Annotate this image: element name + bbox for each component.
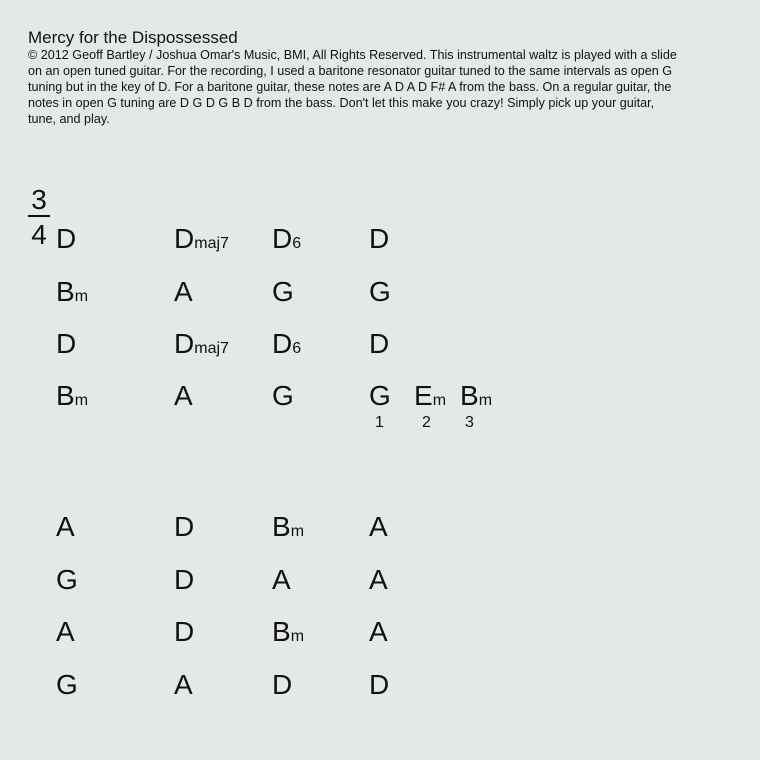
chord: Bm	[460, 380, 493, 411]
chord: D	[272, 669, 293, 700]
chord: A	[369, 616, 388, 647]
chord: A	[174, 669, 193, 700]
description-line: on an open tuned guitar. For the recording, I used a baritone resonator guitar tuned to the same intervals as open G	[28, 64, 673, 78]
chord: Bm	[56, 380, 89, 411]
time-signature	[28, 186, 50, 249]
song-title: Mercy for the Dispossessed	[28, 28, 238, 47]
description-line: © 2012 Geoff Bartley / Joshua Omar's Music, BMI, All Rights Reserved. This instrumental waltz is played with a slide	[28, 48, 677, 62]
chord: A	[56, 616, 75, 647]
chord: G	[272, 276, 294, 307]
chord: D	[56, 223, 77, 254]
chord: Dmaj7	[174, 223, 229, 254]
beat-number: 3	[465, 414, 474, 431]
chord: A	[369, 564, 388, 595]
description-line: tuning but in the key of D. For a baritone guitar, these notes are A D A D F# A from the bass. On a regular guitar, the	[28, 80, 672, 94]
chord: G	[56, 669, 78, 700]
beat-number: 1	[375, 414, 384, 431]
chord: D	[174, 511, 195, 542]
chord: A	[174, 276, 193, 307]
chord: A	[56, 511, 75, 542]
chord: A	[272, 564, 291, 595]
chord: D6	[272, 223, 302, 254]
beat-number: 2	[422, 414, 431, 431]
chord: D	[174, 564, 195, 595]
chord: Bm	[272, 511, 305, 542]
description-line: tune, and play.	[28, 112, 110, 126]
chord: D	[369, 328, 390, 359]
chord: G	[272, 380, 294, 411]
chord: D	[369, 669, 390, 700]
time-signature-numerator: 3	[28, 186, 50, 217]
chord: D	[369, 223, 390, 254]
chord: G	[56, 564, 78, 595]
chord: D	[174, 616, 195, 647]
time-signature-denominator: 4	[31, 219, 47, 250]
chord: Bm	[272, 616, 305, 647]
chord: A	[369, 511, 388, 542]
chord: D	[56, 328, 77, 359]
chord: G	[369, 380, 391, 411]
song-description	[28, 47, 748, 127]
chord: G	[369, 276, 391, 307]
chord: Bm	[56, 276, 89, 307]
chord: Em	[414, 380, 447, 411]
chord: D6	[272, 328, 302, 359]
chord: Dmaj7	[174, 328, 229, 359]
description-line: notes in open G tuning are D G D G B D from the bass. Don't let this make you crazy! Simply pick up your guitar,	[28, 96, 655, 110]
chord: A	[174, 380, 193, 411]
